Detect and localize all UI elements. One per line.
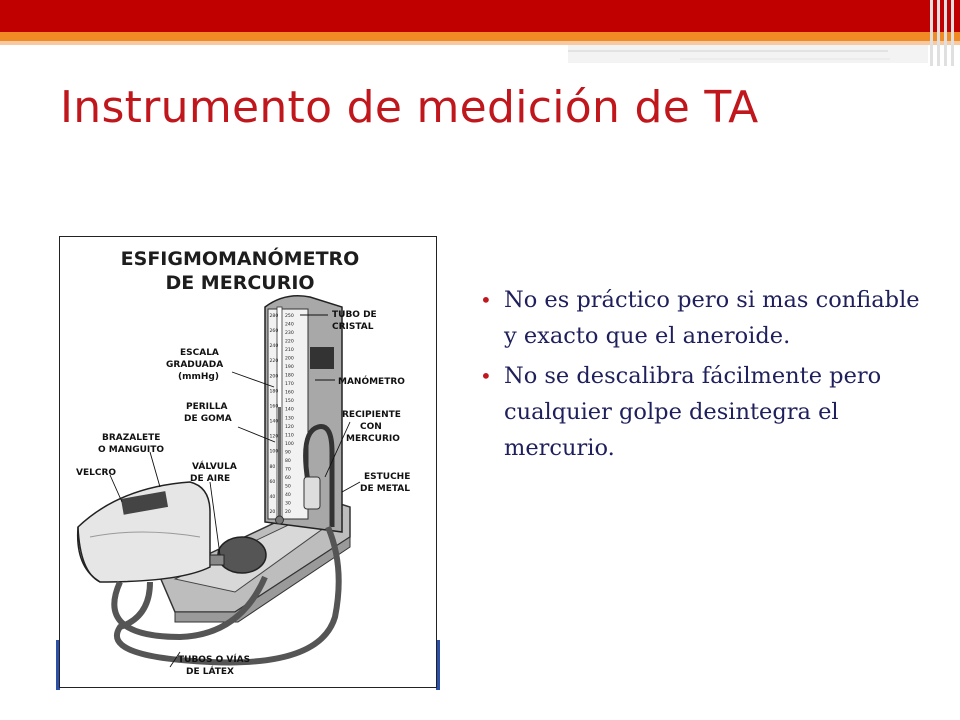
label-valvula-de-aire: DE AIRE	[190, 474, 231, 484]
label-velcro: VELCRO	[76, 468, 117, 478]
label-recipiente-con-mercurio: RECIPIENTE	[342, 410, 401, 420]
figure-title-line2: DE MERCURIO	[165, 272, 315, 294]
bullet-dot-icon: •	[480, 364, 492, 388]
label-brazalete: BRAZALETE	[102, 433, 161, 443]
scale-tick-label: 200	[285, 356, 294, 362]
label-tubos-de-latex: DE LÁTEX	[186, 667, 234, 677]
scale-tick-label: 180	[269, 389, 279, 395]
scale-tick-label: 170	[285, 382, 294, 388]
label-estuche-de-metal: ESTUCHE	[364, 472, 411, 482]
scale-tick-label: 200	[269, 374, 279, 380]
label-recipiente-con-mercurio: MERCURIO	[346, 434, 400, 444]
header-vertical-stripes	[926, 0, 960, 66]
scale-tick-label: 40	[285, 492, 291, 498]
scale-tick-label: 190	[285, 365, 294, 371]
label-tubo-de-cristal: TUBO DE	[332, 310, 377, 320]
label-manometro: MANÓMETRO	[338, 377, 405, 387]
label-valvula-de-aire: VÁLVULA	[192, 462, 237, 472]
scale-tick-label: 20	[285, 510, 291, 515]
label-escala-graduada: (mmHg)	[178, 372, 219, 382]
scale-tick-label: 250	[285, 314, 294, 319]
scale-tick-label: 110	[285, 433, 294, 439]
label-estuche-de-metal: DE METAL	[360, 484, 410, 494]
scale-tick-label: 210	[285, 348, 294, 354]
label-perilla-de-goma: PERILLA	[186, 402, 228, 412]
scale-tick-label: 240	[269, 344, 279, 350]
scale-tick-label: 60	[285, 475, 291, 481]
scale-tick-label: 240	[285, 322, 294, 328]
header-divider-line	[568, 50, 888, 52]
sphygmomanometer-illustration	[59, 236, 437, 688]
scale-tick-label: 140	[269, 419, 279, 425]
label-tubo-de-cristal: CRISTAL	[332, 322, 374, 332]
bullet-text: No es práctico pero si mas confiable y exacto que el aneroide.	[504, 287, 920, 349]
label-escala-graduada: GRADUADA	[166, 360, 224, 370]
scale-tick-label: 100	[285, 441, 294, 447]
scale-tick-label: 80	[285, 458, 291, 464]
label-perilla-de-goma: DE GOMA	[184, 414, 232, 424]
scale-tick-label: 230	[285, 331, 294, 337]
scale-tick-label: 70	[285, 467, 291, 473]
scale-tick-label: 80	[269, 464, 276, 470]
scale-tick-label: 40	[269, 494, 276, 500]
scale-tick-label: 60	[269, 479, 276, 485]
label-escala-graduada: ESCALA	[180, 348, 219, 358]
header-band-red	[0, 0, 960, 32]
mercury-reservoir	[304, 477, 320, 509]
scale-tick-label: 150	[285, 399, 294, 405]
scale-tick-label: 90	[285, 450, 291, 456]
cuff	[78, 482, 210, 582]
bullet-text: No se descalibra fácilmente pero cualquier golpe desintegra el mercurio.	[504, 363, 882, 461]
scale-tick-label: 120	[269, 434, 279, 440]
scale-tick-label: 220	[269, 359, 279, 365]
scale-tick-label: 130	[285, 416, 294, 422]
scale-tick-label: 30	[285, 501, 291, 507]
scale-tick-label: 20	[269, 510, 276, 515]
label-recipiente-con-mercurio: CON	[360, 422, 382, 432]
scale-tick-label: 100	[269, 449, 279, 455]
scale-tick-label: 160	[285, 390, 294, 396]
scale-tick-label: 50	[285, 484, 291, 490]
slide-title: Instrumento de medición de TA	[60, 82, 759, 133]
header-divider-line	[680, 58, 890, 60]
scale-tick-label: 120	[285, 424, 294, 430]
header-band-light	[568, 45, 928, 63]
header-band-orange	[0, 32, 960, 41]
scale-tick-label: 160	[269, 404, 279, 410]
scale-tick-label: 260	[269, 329, 279, 335]
rubber-bulb	[218, 537, 266, 573]
air-valve	[210, 555, 224, 565]
bullet-item	[480, 358, 920, 466]
label-brazalete: O MANGUITO	[98, 445, 165, 455]
bullet-dot-icon: •	[480, 288, 492, 312]
scale-tick-label: 220	[285, 339, 294, 345]
scale-tick-label: 180	[285, 373, 294, 379]
scale-tick-label: 140	[285, 407, 294, 413]
bullet-list	[480, 282, 920, 470]
scale-tick-label: 280	[269, 314, 279, 319]
bullet-item	[480, 282, 920, 354]
figure-title-line1: ESFIGMOMANÓMETRO	[120, 248, 360, 270]
label-tubos-de-latex: TUBOS O VÍAS	[178, 655, 251, 665]
